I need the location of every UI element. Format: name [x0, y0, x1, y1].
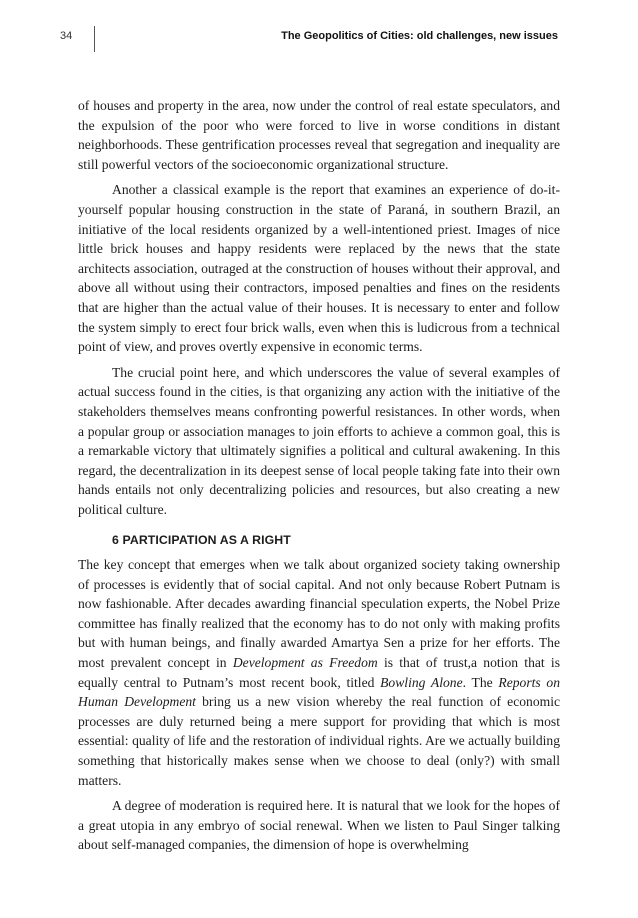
- paragraph-4-part-b: is that of trust,a notion that is equally central to Putnam’s most recent book, titled: [78, 655, 560, 690]
- paragraph-4-part-c: . The: [462, 674, 499, 690]
- book-title-bowling-alone: Bowling Alone: [380, 674, 463, 690]
- paragraph-3: The crucial point here, and which underscores the value of several examples of actual success found in the cities, is that organizing any action with the initiative of the stakeholders themselves means confronting powerful resistances. In other words, when a popular group or association manages to join efforts to achieve a common goal, this is a remarkable victory that ultimately signifies a political and cultural awakening. In this regard, the decentralization in its deepest sense of local people taking fate into their own hands entails not only decentralizing policies and resources, but also creating a new political culture.: [78, 364, 560, 517]
- paragraph-1: of houses and property in the area, now under the control of real estate speculators, and the expulsion of the poor who were forced to live in worse conditions in distant neighborhoods. These gentrification processes reveal that segregation and inequality are still powerful vectors of the socioeconomic organizational structure.: [78, 98, 560, 172]
- running-title: The Geopolitics of Cities: old challenges, new issues: [281, 30, 558, 42]
- paragraph-4: [78, 555, 560, 790]
- page-number: 34: [60, 30, 73, 42]
- paragraph-2: Another a classical example is the report that examines an experience of do-it-yourself popular housing construction in the state of Paraná, in southern Brazil, an initiative of the local residents organized by a well-intentioned priest. Images of nice little brick houses and happy residents were replaced by the news that the state architects association, outraged at the construction of houses without their approval, and above all without using their contractors, imposed penalties and fines on the residents that are higher than the actual value of their houses. It is necessary to enter and follow the system simply to erect four brick walls, even when this is ludicrous from a technical point of view, and proves overtly expensive in economic terms.: [78, 182, 560, 355]
- reports-title: Reports on Human Development: [78, 674, 560, 710]
- page-header: [60, 30, 558, 50]
- book-title-development-as-freedom: Development as Freedom: [232, 655, 378, 671]
- paragraph-5: A degree of moderation is required here. It is natural that we look for the hopes of a great utopia in any embryo of social renewal. When we listen to Paul Singer talking about self-managed companies, the dimension of hope is overwhelming: [78, 798, 560, 853]
- body-text: [78, 96, 560, 861]
- header-divider: [94, 26, 95, 52]
- paragraph-4-part-d: bring us a new vision whereby the real function of economic processes are duly returned being a mere support for providing that which is most essential: quality of life and the restoration of individual rights. Are we actually building something that historically makes sense when we choose to deal (only?) with small matters.: [78, 694, 561, 788]
- paragraph-4-part-a: The key concept that emerges when we talk about organized society taking ownership of processes is evidently that of social capital. And not only because Robert Putnam is now fashionable. After decades awarding financial speculation experts, the Nobel Prize committee has finally realized that the economy has to do not only with making profits but with human beings, and finally awarded Amartya Sen a prize for her efforts. The most prevalent concept in: [78, 557, 560, 671]
- section-heading: 6 PARTICIPATION AS A RIGHT: [112, 533, 291, 548]
